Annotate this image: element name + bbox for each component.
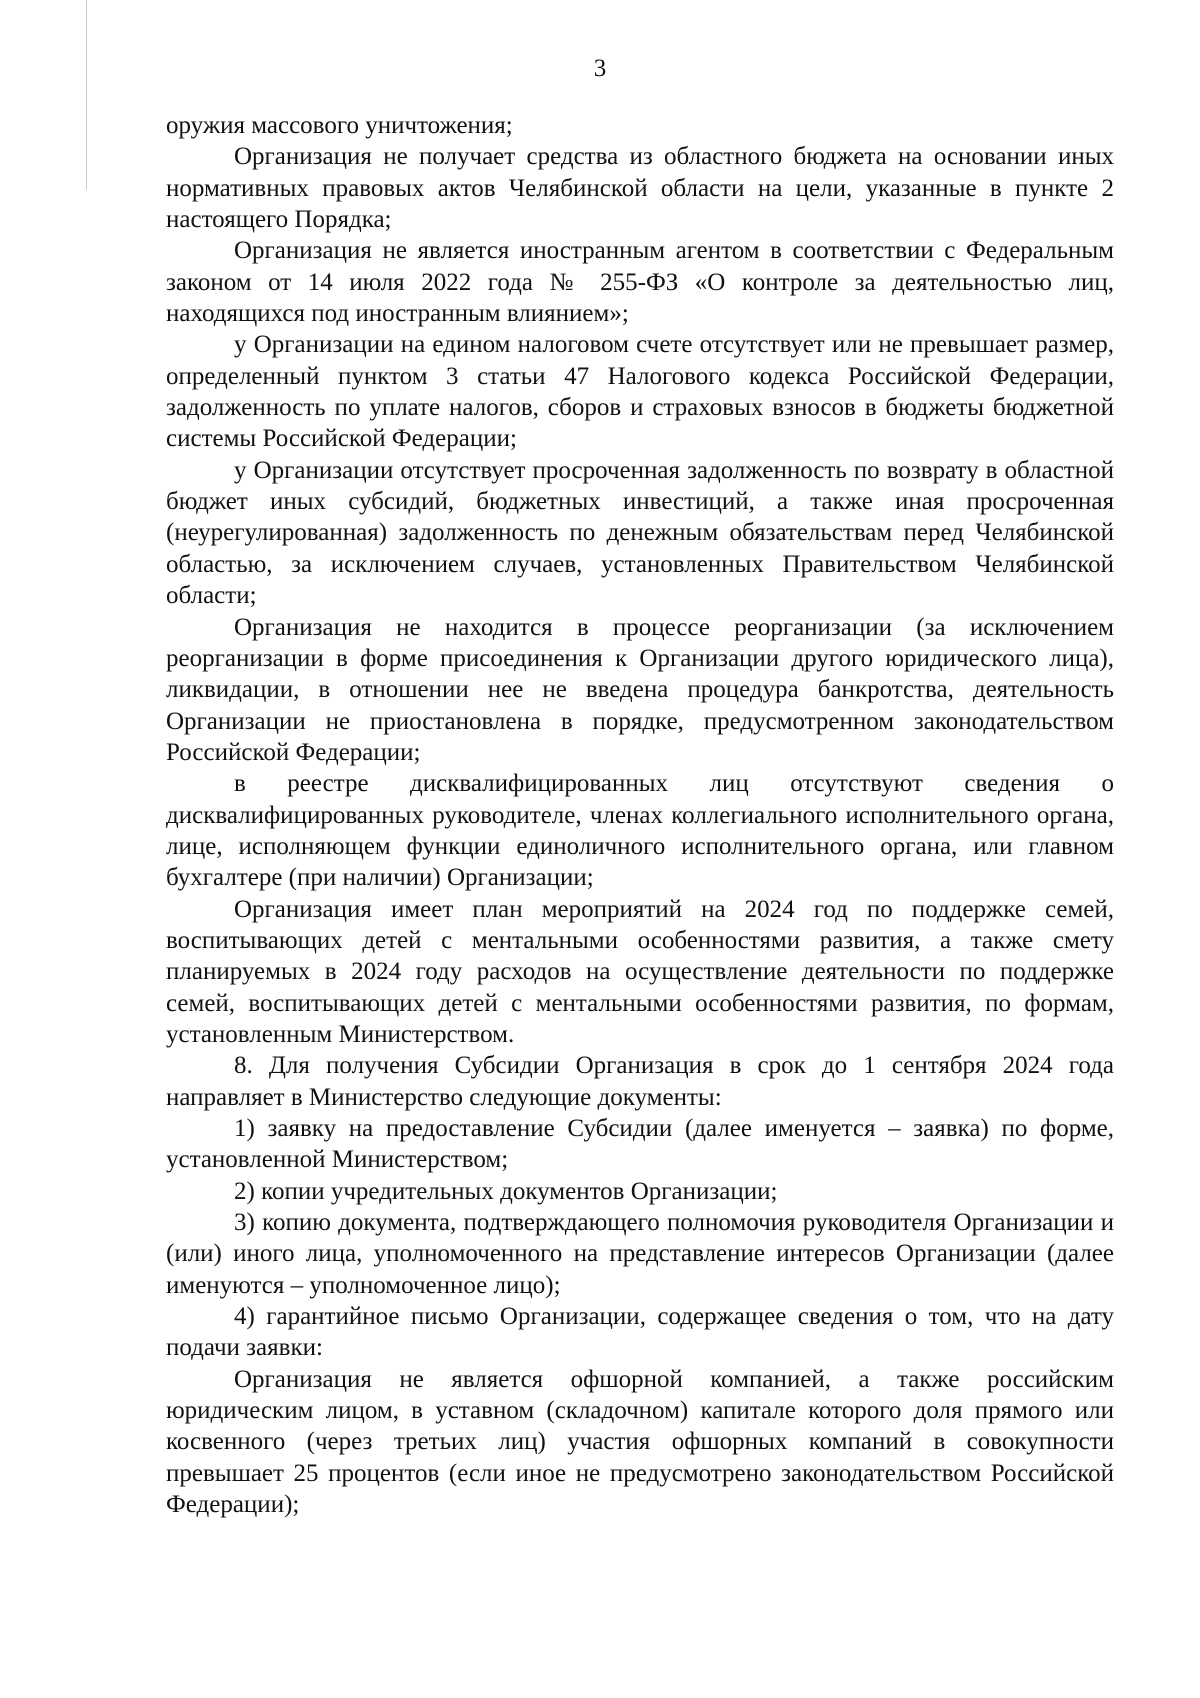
paragraph-subitem-2: 2) копии учредительных документов Организации;	[234, 1177, 778, 1205]
paragraph-subitem-1: 1) заявку на предоставление Субсидии (далее именуется – заявка) по форме, установленной Министерством;	[166, 1115, 1114, 1174]
paragraph-item-8: 8. Для получения Субсидии Организация в срок до 1 сентября 2024 года направляет в Министерство следующие документы:	[166, 1052, 1114, 1111]
paragraph-activity-plan: Организация имеет план мероприятий на 2024 год по поддержке семей, воспитывающих детей с ментальными особенностями развития, а также смету планируемых в 2024 году расходов на осуществление деятельности по поддержке семей, воспитывающих детей с ментальными особенностями развития, по формам, установленным Министерством.	[166, 895, 1114, 1048]
paragraph-tax-debt: у Организации на едином налоговом счете отсутствует или не превышает размер, определенный пунктом 3 статьи 47 Налогового кодекса Российской Федерации, задолженность по уплате налогов, сборов и страховых взносов в бюджеты бюджетной системы Российской Федерации;	[166, 331, 1114, 453]
paragraph-no-regional-funds: Организация не получает средства из областного бюджета на основании иных нормативных правовых актов Челябинской области на цели, указанные в пункте 2 настоящего Порядка;	[166, 143, 1114, 234]
paragraph-not-foreign-agent: Организация не является иностранным агентом в соответствии с Федеральным законом от 14 июля 2022 года № 255-ФЗ «О контроле за деятельностью лиц, находящихся под иностранным влиянием»;	[166, 237, 1114, 328]
paragraph-not-offshore: Организация не является офшорной компанией, а также российским юридическим лицом, в уставном (складочном) капитале которого доля прямого или косвенного (через третьих лиц) участия офшорных компаний в совокупности превышает 25 процентов (если иное не предусмотрено законодательством Российской Федерации);	[166, 1365, 1114, 1519]
paragraph-continuation: оружия массового уничтожения;	[166, 112, 513, 139]
document-body	[166, 110, 1114, 1520]
paragraph-overdue-debt: у Организации отсутствует просроченная задолженность по возврату в областной бюджет иных субсидий, бюджетных инвестиций, а также иная просроченная (неурегулированная) задолженность по денежным обязательствам перед Челябинской областью, за исключением случаев, установленных Правительством Челябинской области;	[166, 456, 1114, 610]
paragraph-no-reorganization: Организация не находится в процессе реорганизации (за исключением реорганизации в форме присоединения к Организации другого юридического лица), ликвидации, в отношении нее не введена процедура банкротства, деятельность Организации не приостановлена в порядке, предусмотренном законодательством Российской Федерации;	[166, 613, 1114, 766]
paragraph-subitem-4: 4) гарантийное письмо Организации, содержащее сведения о том, что на дату подачи заявки:	[166, 1303, 1114, 1362]
scan-edge-line	[86, 0, 87, 190]
page-number: 3	[593, 55, 607, 82]
paragraph-disqualified-registry: в реестре дисквалифицированных лиц отсутствуют сведения о дисквалифицированных руководителе, членах коллегиального исполнительного органа, лице, исполняющем функции единоличного исполнительного органа, или главном бухгалтере (при наличии) Организации;	[166, 770, 1114, 892]
paragraph-subitem-3: 3) копию документа, подтверждающего полномочия руководителя Организации и (или) иного лица, уполномоченного на представление интересов Организации (далее именуются – уполномоченное лицо);	[166, 1209, 1114, 1299]
